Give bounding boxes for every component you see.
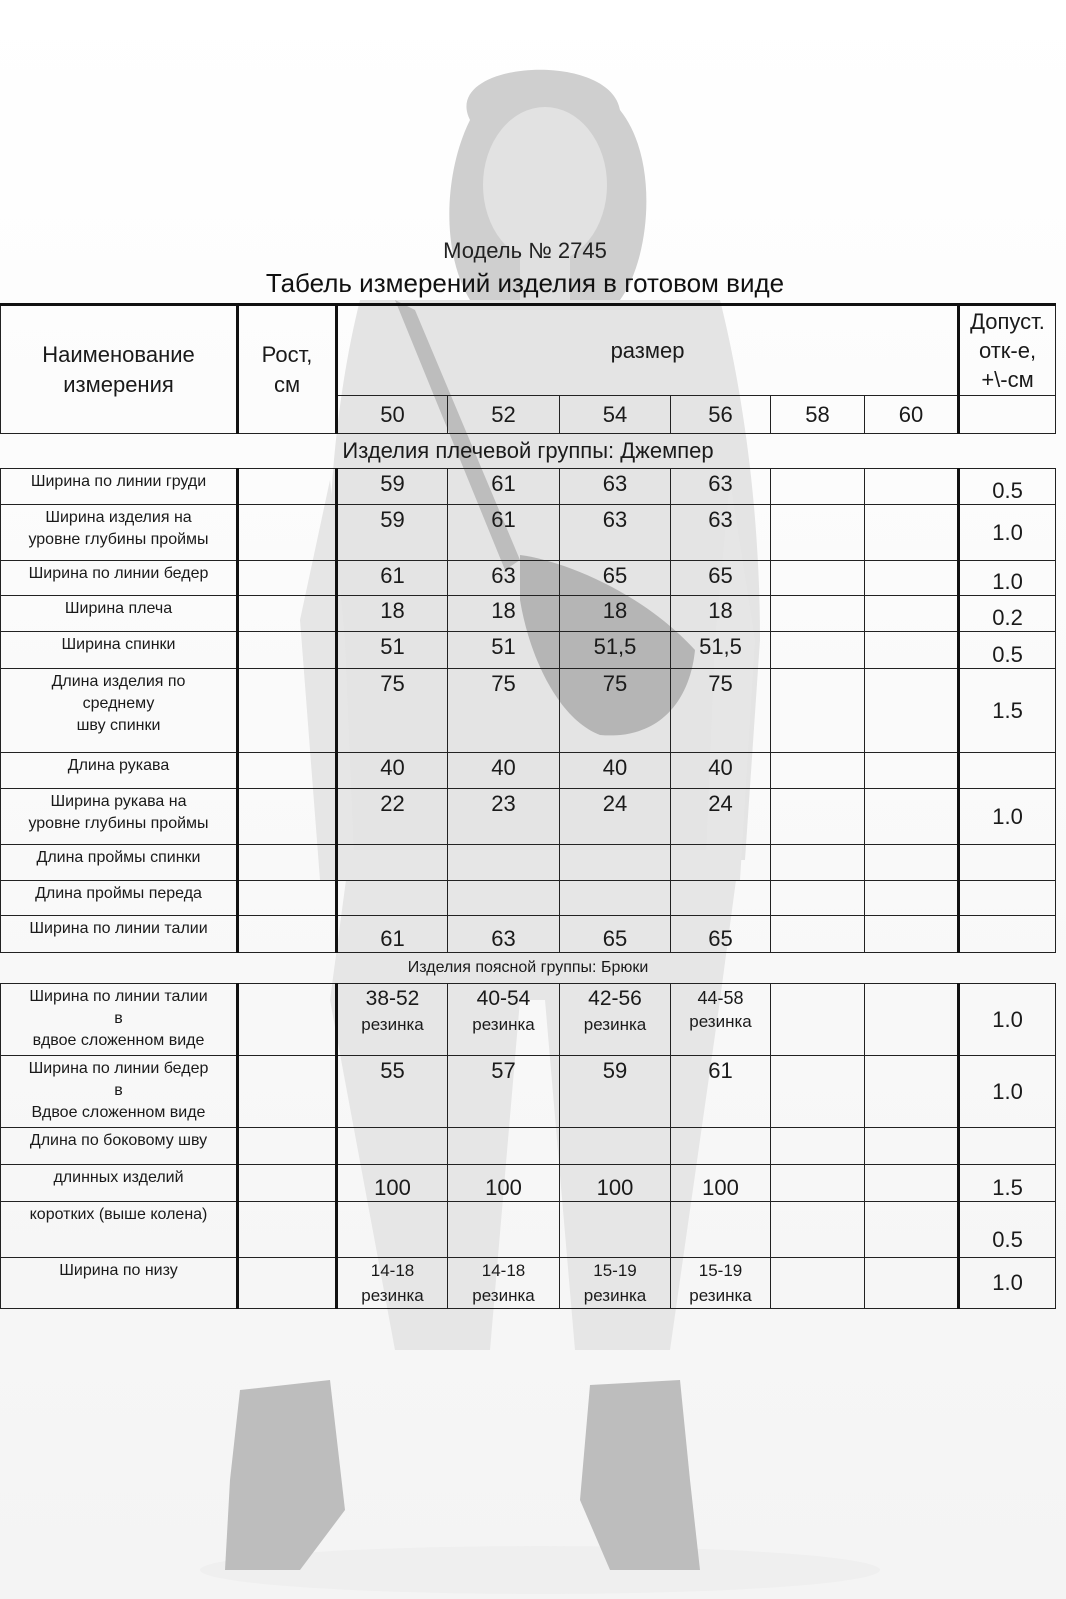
measurement-table xyxy=(0,303,1056,1309)
value-cell: 57 xyxy=(448,1056,560,1128)
value-cell xyxy=(771,789,865,845)
value-cell xyxy=(771,1202,865,1258)
tolerance-cell: 0.5 xyxy=(959,1202,1056,1258)
tolerance-cell: 1.0 xyxy=(959,789,1056,845)
row-name: Длина проймы переда xyxy=(1,881,238,916)
value-cell: 40 xyxy=(337,753,448,789)
row-height xyxy=(238,916,337,953)
value-cell: 15-19 резинка xyxy=(671,1258,771,1309)
value-cell: 18 xyxy=(560,596,671,632)
row-height xyxy=(238,669,337,753)
tolerance-cell: 0.5 xyxy=(959,469,1056,505)
size-52: 52 xyxy=(448,396,560,434)
value-cell: 61 xyxy=(337,916,448,953)
row-name: коротких (выше колена) xyxy=(1,1202,238,1258)
column-header-size: размер xyxy=(337,305,959,396)
row-name: Длина изделия по среднему шву спинки xyxy=(1,669,238,753)
column-header-name: Наименование измерения xyxy=(1,305,238,434)
value-cell: 59 xyxy=(337,505,448,561)
table-row xyxy=(1,561,1056,596)
row-name: Ширина изделия на уровне глубины проймы xyxy=(1,505,238,561)
value-cell xyxy=(671,1202,771,1258)
row-height xyxy=(238,753,337,789)
table-row xyxy=(1,753,1056,789)
row-name: Ширина спинки xyxy=(1,632,238,669)
value-cell xyxy=(865,845,959,881)
value-cell: 61 xyxy=(337,561,448,596)
tolerance-cell: 1.0 xyxy=(959,505,1056,561)
value-cell: 40 xyxy=(671,753,771,789)
table-row xyxy=(1,1202,1056,1258)
value-cell: 61 xyxy=(448,505,560,561)
table-row xyxy=(1,845,1056,881)
row-height xyxy=(238,881,337,916)
value-cell: 14-18 резинка xyxy=(337,1258,448,1309)
value-cell xyxy=(865,632,959,669)
value-cell: 40 xyxy=(560,753,671,789)
value-cell: 61 xyxy=(448,469,560,505)
value-cell: 18 xyxy=(671,596,771,632)
value-cell xyxy=(865,984,959,1056)
value-cell xyxy=(448,881,560,916)
table-row xyxy=(1,789,1056,845)
value-cell xyxy=(560,845,671,881)
row-name: Длина рукава xyxy=(1,753,238,789)
row-name: Ширина рукава на уровне глубины проймы xyxy=(1,789,238,845)
value-cell: 63 xyxy=(448,916,560,953)
value-cell xyxy=(771,1056,865,1128)
value-cell xyxy=(560,1128,671,1165)
value-cell xyxy=(771,1128,865,1165)
table-row xyxy=(1,1056,1056,1128)
row-height xyxy=(238,561,337,596)
row-name: длинных изделий xyxy=(1,1165,238,1202)
value-cell: 24 xyxy=(560,789,671,845)
value-cell: 51 xyxy=(448,632,560,669)
tolerance-cell xyxy=(959,753,1056,789)
value-cell xyxy=(560,881,671,916)
value-cell: 38-52 резинка xyxy=(337,984,448,1056)
value-cell xyxy=(771,881,865,916)
value-cell: 63 xyxy=(671,469,771,505)
value-cell: 75 xyxy=(337,669,448,753)
column-header-tolerance: Допуст. отк-е, +\-см xyxy=(959,305,1056,396)
value-cell xyxy=(865,505,959,561)
tolerance-cell xyxy=(959,1128,1056,1165)
value-cell xyxy=(771,632,865,669)
row-name: Ширина по линии груди xyxy=(1,469,238,505)
table-row xyxy=(1,632,1056,669)
value-cell: 44-58 резинка xyxy=(671,984,771,1056)
value-cell xyxy=(337,1128,448,1165)
table-row xyxy=(1,881,1056,916)
value-cell: 65 xyxy=(671,561,771,596)
tolerance-cell xyxy=(959,845,1056,881)
value-cell: 59 xyxy=(337,469,448,505)
value-cell: 75 xyxy=(671,669,771,753)
value-cell: 65 xyxy=(671,916,771,953)
value-cell xyxy=(865,1128,959,1165)
value-cell: 51,5 xyxy=(671,632,771,669)
value-cell: 75 xyxy=(448,669,560,753)
value-cell: 100 xyxy=(560,1165,671,1202)
value-cell: 55 xyxy=(337,1056,448,1128)
column-header-height: Рост, см xyxy=(238,305,337,434)
size-54: 54 xyxy=(560,396,671,434)
section-jumper: Изделия плечевой группы: Джемпер xyxy=(1,434,1056,469)
table-row xyxy=(1,1258,1056,1309)
value-cell xyxy=(337,1202,448,1258)
value-cell: 51 xyxy=(337,632,448,669)
value-cell xyxy=(771,469,865,505)
table-row xyxy=(1,469,1056,505)
value-cell xyxy=(448,1128,560,1165)
value-cell xyxy=(865,1165,959,1202)
value-cell xyxy=(865,1202,959,1258)
row-name: Ширина по линии талии xyxy=(1,916,238,953)
row-name: Длина проймы спинки xyxy=(1,845,238,881)
row-height xyxy=(238,1202,337,1258)
value-cell: 63 xyxy=(671,505,771,561)
value-cell xyxy=(337,881,448,916)
value-cell xyxy=(865,789,959,845)
value-cell xyxy=(448,845,560,881)
value-cell xyxy=(671,845,771,881)
value-cell xyxy=(865,1056,959,1128)
value-cell xyxy=(771,505,865,561)
value-cell xyxy=(865,916,959,953)
table-row xyxy=(1,916,1056,953)
tolerance-cell: 1.0 xyxy=(959,984,1056,1056)
table-title: Табель измерений изделия в готовом виде xyxy=(265,268,785,298)
value-cell xyxy=(771,753,865,789)
row-height xyxy=(238,845,337,881)
value-cell xyxy=(771,845,865,881)
value-cell xyxy=(865,469,959,505)
value-cell: 63 xyxy=(448,561,560,596)
row-height xyxy=(238,596,337,632)
tolerance-cell: 0.2 xyxy=(959,596,1056,632)
row-height xyxy=(238,469,337,505)
value-cell xyxy=(671,881,771,916)
tolerance-cell: 0.5 xyxy=(959,632,1056,669)
row-name: Длина по боковому шву xyxy=(1,1128,238,1165)
value-cell: 65 xyxy=(560,561,671,596)
value-cell: 18 xyxy=(337,596,448,632)
value-cell xyxy=(771,596,865,632)
value-cell: 59 xyxy=(560,1056,671,1128)
table-row xyxy=(1,669,1056,753)
size-50: 50 xyxy=(337,396,448,434)
table-row xyxy=(1,1128,1056,1165)
value-cell xyxy=(865,596,959,632)
size-56: 56 xyxy=(671,396,771,434)
row-height xyxy=(238,1165,337,1202)
value-cell xyxy=(771,561,865,596)
tolerance-cell xyxy=(959,881,1056,916)
value-cell: 15-19 резинка xyxy=(560,1258,671,1309)
value-cell: 23 xyxy=(448,789,560,845)
value-cell xyxy=(448,1202,560,1258)
table-row xyxy=(1,1165,1056,1202)
value-cell: 22 xyxy=(337,789,448,845)
value-cell: 40-54 резинка xyxy=(448,984,560,1056)
value-cell xyxy=(865,753,959,789)
value-cell: 40 xyxy=(448,753,560,789)
tolerance-cell xyxy=(959,916,1056,953)
size-58: 58 xyxy=(771,396,865,434)
value-cell xyxy=(671,1128,771,1165)
table-row xyxy=(1,984,1056,1056)
tolerance-blank xyxy=(959,396,1056,434)
value-cell xyxy=(771,1258,865,1309)
value-cell: 42-56 резинка xyxy=(560,984,671,1056)
row-name: Ширина по линии талии в вдвое сложенном виде xyxy=(1,984,238,1056)
section-pants: Изделия поясной группы: Брюки xyxy=(1,953,1056,984)
value-cell xyxy=(771,1165,865,1202)
tolerance-cell: 1.5 xyxy=(959,1165,1056,1202)
value-cell: 61 xyxy=(671,1056,771,1128)
value-cell: 63 xyxy=(560,505,671,561)
model-number: Модель № 2745 xyxy=(443,238,607,263)
size-60: 60 xyxy=(865,396,959,434)
value-cell xyxy=(865,561,959,596)
table-row xyxy=(1,596,1056,632)
row-height xyxy=(238,1128,337,1165)
value-cell: 100 xyxy=(448,1165,560,1202)
row-name: Ширина по линии бедер xyxy=(1,561,238,596)
value-cell: 18 xyxy=(448,596,560,632)
tolerance-cell: 1.0 xyxy=(959,1258,1056,1309)
value-cell: 100 xyxy=(671,1165,771,1202)
value-cell xyxy=(771,916,865,953)
row-name: Ширина по линии бедер в Вдвое сложенном виде xyxy=(1,1056,238,1128)
value-cell xyxy=(337,845,448,881)
tolerance-cell: 1.5 xyxy=(959,669,1056,753)
row-height xyxy=(238,632,337,669)
value-cell xyxy=(771,669,865,753)
row-height xyxy=(238,984,337,1056)
value-cell: 75 xyxy=(560,669,671,753)
row-height xyxy=(238,1056,337,1128)
tolerance-cell: 1.0 xyxy=(959,561,1056,596)
value-cell xyxy=(865,881,959,916)
value-cell: 51,5 xyxy=(560,632,671,669)
value-cell xyxy=(771,984,865,1056)
value-cell: 65 xyxy=(560,916,671,953)
row-name: Ширина по низу xyxy=(1,1258,238,1309)
row-height xyxy=(238,789,337,845)
value-cell xyxy=(865,1258,959,1309)
row-height xyxy=(238,505,337,561)
tolerance-cell: 1.0 xyxy=(959,1056,1056,1128)
value-cell: 100 xyxy=(337,1165,448,1202)
row-height xyxy=(238,1258,337,1309)
value-cell: 24 xyxy=(671,789,771,845)
table-row xyxy=(1,505,1056,561)
value-cell: 14-18 резинка xyxy=(448,1258,560,1309)
value-cell: 63 xyxy=(560,469,671,505)
value-cell xyxy=(865,669,959,753)
value-cell xyxy=(560,1202,671,1258)
row-name: Ширина плеча xyxy=(1,596,238,632)
